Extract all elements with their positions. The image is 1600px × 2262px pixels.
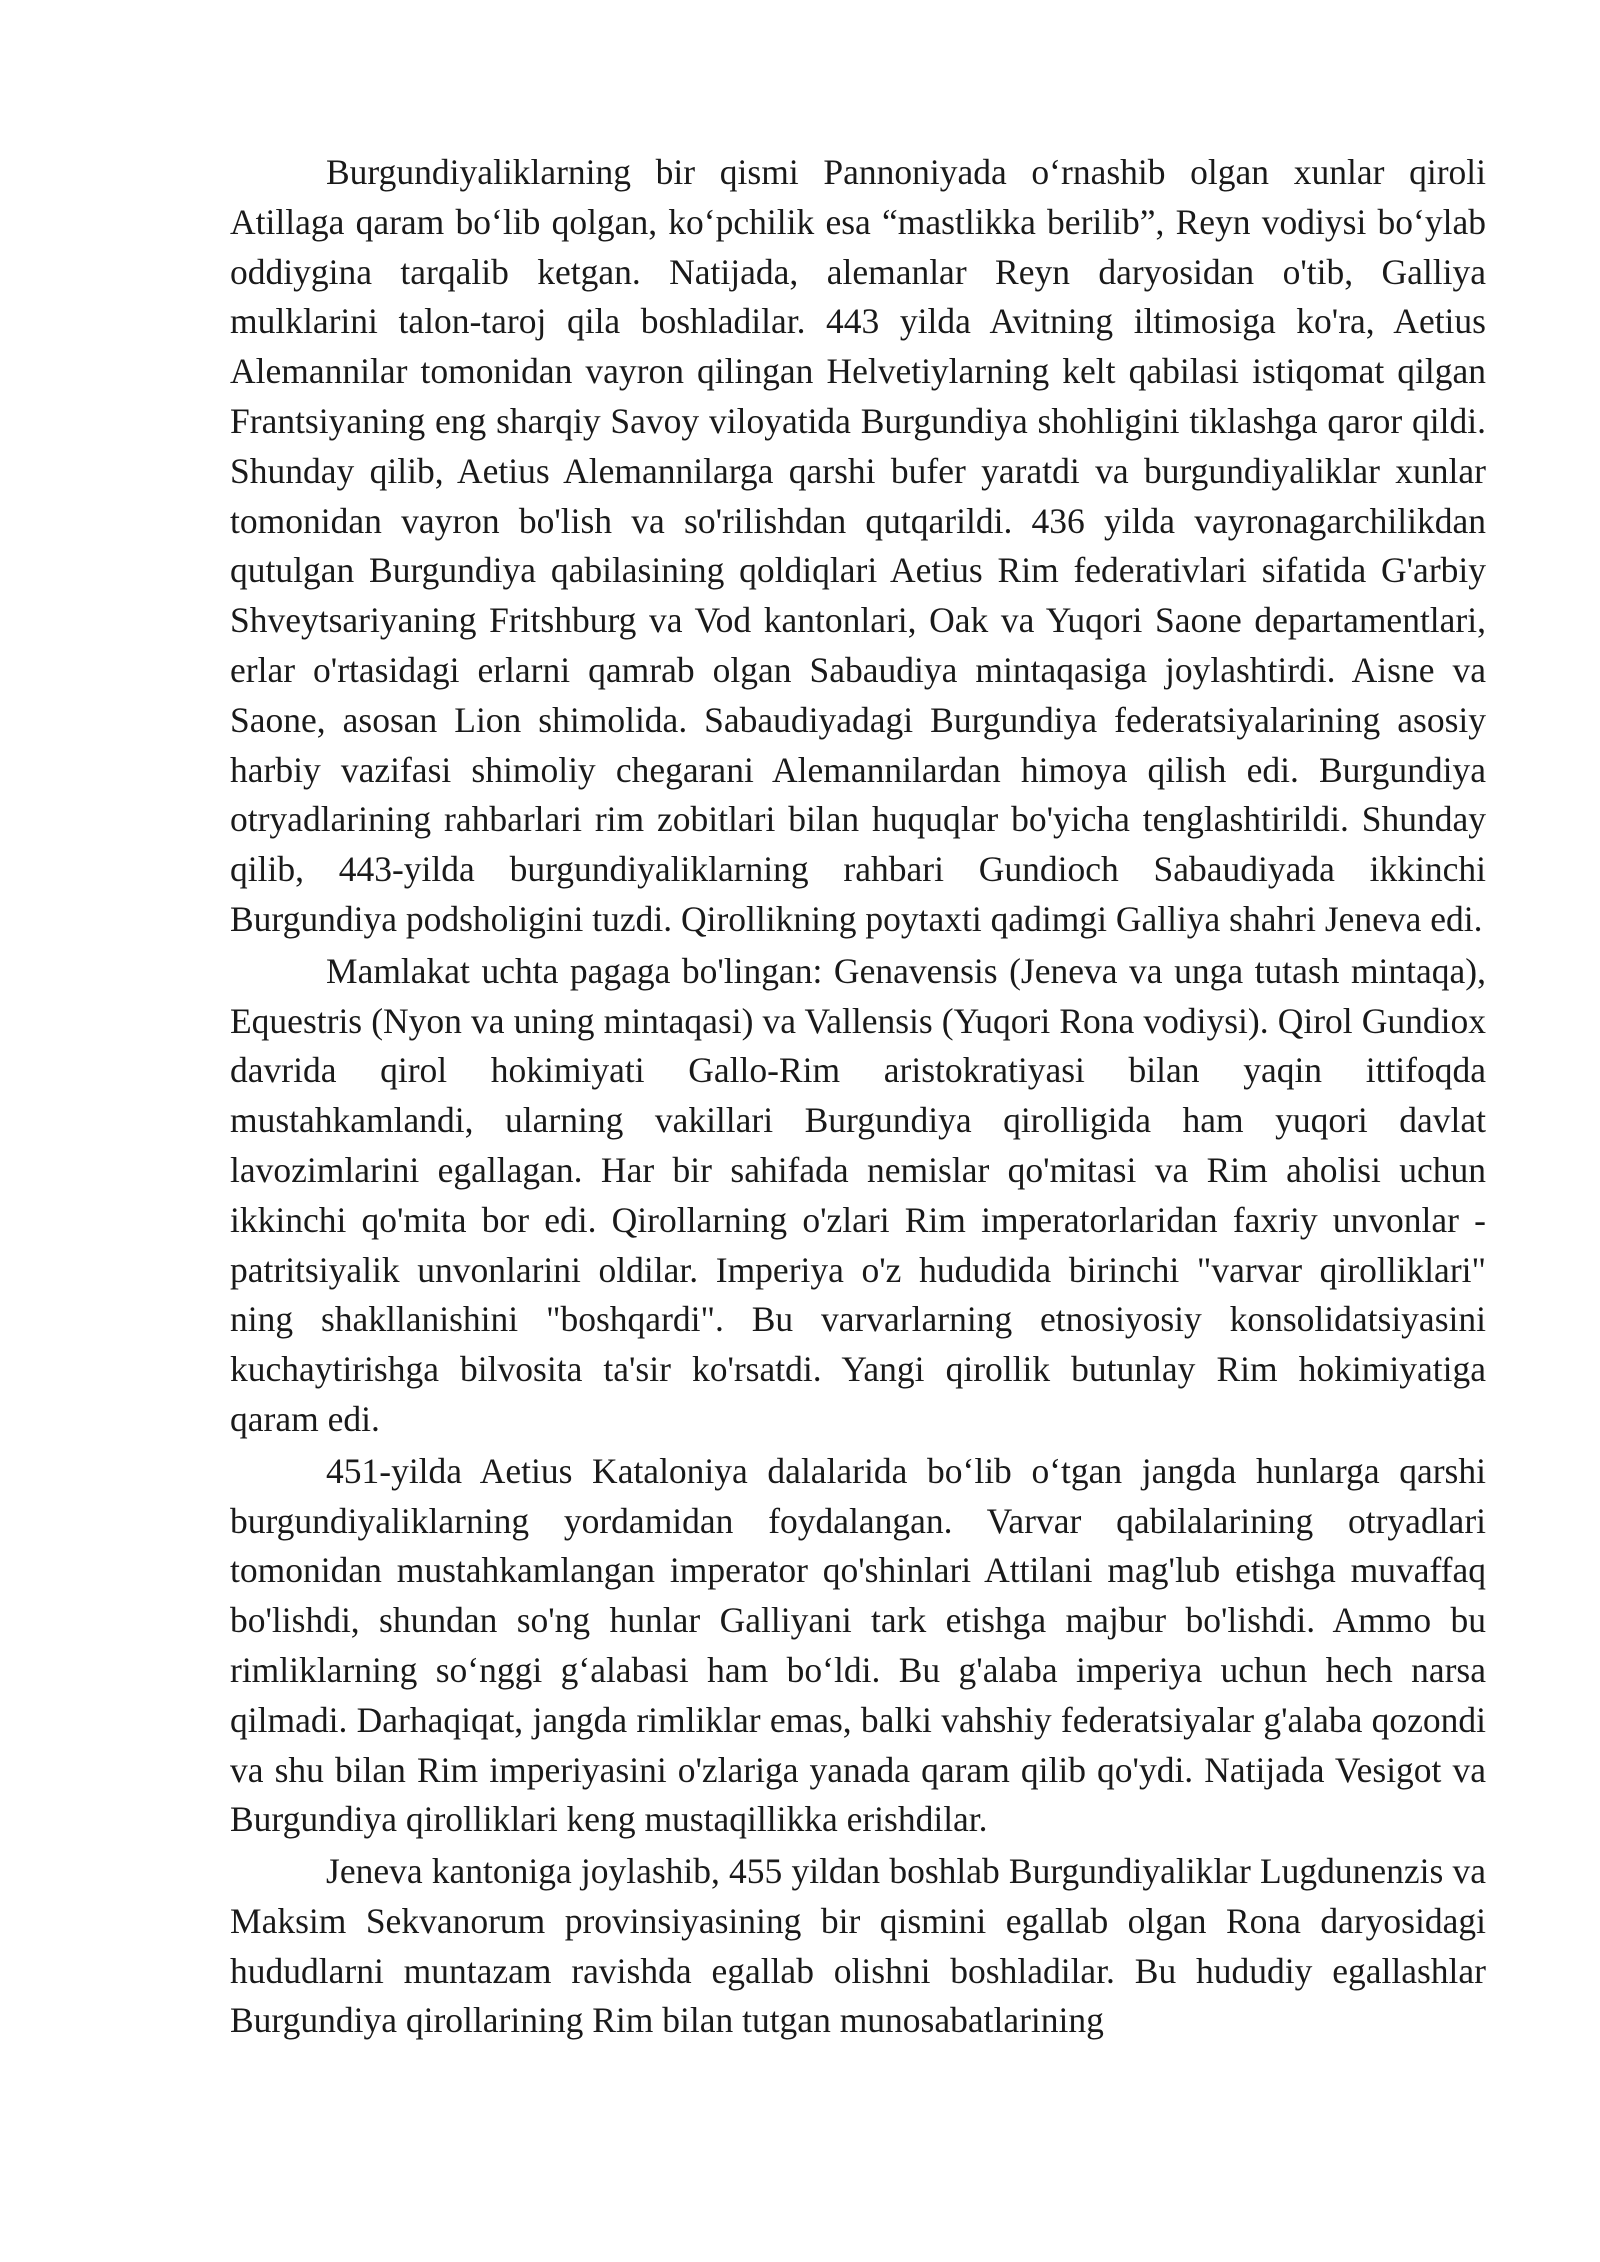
document-body bbox=[230, 148, 1486, 2048]
paragraph-2: Mamlakat uchta pagaga bo'lingan: Genavensis (Jeneva va unga tutash mintaqa), Equestris (Nyon va uning mintaqasi) va Vallensis (Yuqori Rona vodiysi). Qirol Gundiox davrida qirol hokimiyati Gallo-Rim aristokratiyasi bilan yaqin ittifoqda mustahkamlandi, ularning vakillari Burgundiya qirolligida ham yuqori davlat lavozimlarini egallagan. Har bir sahifada nemislar qo'mitasi va Rim aholisi uchun ikkinchi qo'mita bor edi. Qirollarning o'zlari Rim imperatorlaridan faxriy unvonlar - patritsiyalik unvonlarini oldilar. Imperiya o'z hududida birinchi "varvar qirolliklari" ning shakllanishini "boshqardi". Bu varvarlarning etnosiyosiy konsolidatsiyasini kuchaytirishga bilvosita ta'sir ko'rsatdi. Yangi qirollik butunlay Rim hokimiyatiga qaram edi. bbox=[230, 950, 1486, 1439]
paragraph-4: Jeneva kantoniga joylashib, 455 yildan boshlab Burgundiyaliklar Lugdunenzis va Maksim Sekvanorum provinsiyasining bir qismini egallab olgan Rona daryosidagi hududlarni muntazam ravishda egallab olishni boshladilar. Bu hududiy egallashlar Burgundiya qirollarining Rim bilan tutgan munosabatlarining bbox=[230, 1851, 1486, 2041]
paragraph-1: Burgundiyaliklarning bir qismi Pannoniyada o‘rnashib olgan xunlar qiroli Atillaga qaram bo‘lib qolgan, ko‘pchilik esa “mastlikka berilib”, Reyn vodiysi bo‘ylab oddiygina tarqalib ketgan. Natijada, alemanlar Reyn daryosidan o'tib, Galliya mulklarini talon-taroj qila boshladilar. 443 yilda Avitning iltimosiga ko'ra, Aetius Alemannilar tomonidan vayron qilingan Helvetiylarning kelt qabilasi istiqomat qilgan Frantsiyaning eng sharqiy Savoy viloyatida Burgundiya shohligini tiklashga qaror qildi. Shunday qilib, Aetius Alemannilarga qarshi bufer yaratdi va burgundiyaliklar xunlar tomonidan vayron bo'lish va so'rilishdan qutqarildi. 436 yilda vayronagarchilikdan qutulgan Burgundiya qabilasining qoldiqlari Aetius Rim federativlari sifatida G'arbiy Shveytsariyaning Fritshburg va Vod kantonlari, Oak va Yuqori Saone departamentlari, erlar o'rtasidagi erlarni qamrab olgan Sabaudiya mintaqasiga joylashtirdi. Aisne va Saone, asosan Lion shimolida. Sabaudiyadagi Burgundiya federatsiyalarining asosiy harbiy vazifasi shimoliy chegarani Alemannilardan himoya qilish edi. Burgundiya otryadlarining rahbarlari rim zobitlari bilan huquqlar bo'yicha tenglashtirildi. Shunday qilib, 443-yilda burgundiyaliklarning rahbari Gundioch Sabaudiyada ikkinchi Burgundiya podsholigini tuzdi. Qirollikning poytaxti qadimgi Galliya shahri Jeneva edi. bbox=[230, 152, 1486, 939]
paragraph-3: 451-yilda Aetius Kataloniya dalalarida bo‘lib o‘tgan jangda hunlarga qarshi burgundiyaliklarning yordamidan foydalangan. Varvar qabilalarining otryadlari tomonidan mustahkamlangan imperator qo'shinlari Attilani mag'lub etishga muvaffaq bo'lishdi, shundan so'ng hunlar Galliyani tark etishga majbur bo'lishdi. Ammo bu rimliklarning so‘nggi g‘alabasi ham bo‘ldi. Bu g'alaba imperiya uchun hech narsa qilmadi. Darhaqiqat, jangda rimliklar emas, balki vahshiy federatsiyalar g'alaba qozondi va shu bilan Rim imperiyasini o'zlariga yanada qaram qilib qo'ydi. Natijada Vesigot va Burgundiya qirolliklari keng mustaqillikka erishdilar. bbox=[230, 1450, 1486, 1840]
